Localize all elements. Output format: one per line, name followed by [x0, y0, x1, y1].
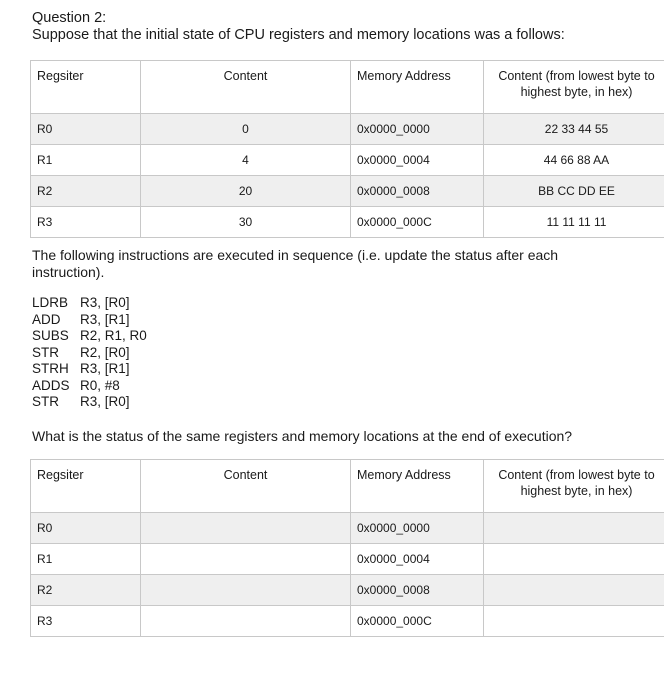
instruction-line: [32, 394, 147, 411]
address-cell: 0x0000_0008: [351, 575, 484, 606]
bytes-cell: [484, 575, 664, 606]
instruction-operands: R3, [R1]: [80, 311, 130, 327]
instruction-opcode: LDRB: [32, 295, 69, 310]
content-cell: 0: [141, 114, 351, 145]
table-header-row: [31, 460, 664, 513]
table-row: [31, 544, 664, 575]
header-content: Content: [141, 460, 351, 513]
instruction-line: [32, 345, 147, 362]
address-cell: 0x0000_0004: [351, 544, 484, 575]
address-cell: 0x0000_000C: [351, 207, 484, 238]
instruction-line: [32, 361, 147, 378]
initial-state-table: [30, 60, 664, 238]
address-cell: 0x0000_0004: [351, 145, 484, 176]
address-cell: 0x0000_0000: [351, 513, 484, 544]
content-cell: 4: [141, 145, 351, 176]
instruction-operands: R2, [R0]: [80, 344, 130, 360]
table-row: [31, 114, 664, 145]
content-cell: [141, 544, 351, 575]
header-bytes: Content (from lowest byte to highest byte, in hex): [484, 460, 664, 513]
instruction-line: [32, 378, 147, 395]
instruction-operands: R3, [R1]: [80, 361, 130, 376]
bytes-cell: 44 66 88 AA: [484, 145, 664, 176]
content-cell: [141, 606, 351, 637]
question-intro: Suppose that the initial state of CPU registers and memory locations was a follows:: [32, 27, 565, 43]
address-cell: 0x0000_0000: [351, 114, 484, 145]
register-cell: R0: [31, 513, 141, 544]
content-cell: [141, 513, 351, 544]
instruction-operands: R2, R1, R0: [80, 328, 147, 343]
instruction-line: [32, 295, 147, 312]
register-cell: R2: [31, 176, 141, 207]
bytes-cell: [484, 513, 664, 544]
bytes-cell: 11 11 11 11: [484, 207, 664, 238]
instruction-operands: R3, [R0]: [80, 295, 130, 310]
instruction-list: [32, 295, 147, 411]
bytes-cell: BB CC DD EE: [484, 176, 664, 207]
address-cell: 0x0000_000C: [351, 606, 484, 637]
header-memory-address: Memory Address: [351, 460, 484, 513]
instruction-opcode: ADD: [32, 311, 61, 327]
register-cell: R0: [31, 114, 141, 145]
instruction-opcode: STR: [32, 394, 59, 409]
register-cell: R1: [31, 544, 141, 575]
content-cell: 20: [141, 176, 351, 207]
table-row: [31, 513, 664, 544]
instruction-line: [32, 312, 147, 329]
bytes-cell: [484, 606, 664, 637]
bytes-cell: [484, 544, 664, 575]
register-cell: R3: [31, 606, 141, 637]
bytes-cell: 22 33 44 55: [484, 114, 664, 145]
header-content: Content: [141, 61, 351, 114]
header-register: Regsiter: [31, 460, 141, 513]
table-row: [31, 176, 664, 207]
table-row: [31, 145, 664, 176]
header-bytes: Content (from lowest byte to highest byte, in hex): [484, 61, 664, 114]
register-cell: R1: [31, 145, 141, 176]
register-cell: R2: [31, 575, 141, 606]
register-cell: R3: [31, 207, 141, 238]
table-row: [31, 606, 664, 637]
table-header-row: [31, 61, 664, 114]
instructions-intro: The following instructions are executed in sequence (i.e. update the status after each instruction).: [32, 247, 559, 280]
instruction-opcode: STRH: [32, 361, 69, 376]
final-question: What is the status of the same registers and memory locations at the end of execution?: [32, 428, 573, 444]
question-title: Question 2:: [32, 10, 107, 26]
header-register: Regsiter: [31, 61, 141, 114]
instruction-line: [32, 328, 147, 345]
content-cell: 30: [141, 207, 351, 238]
instruction-operands: R0, #8: [80, 377, 120, 393]
final-state-table: [30, 459, 664, 637]
instruction-operands: R3, [R0]: [80, 394, 130, 409]
address-cell: 0x0000_0008: [351, 176, 484, 207]
instruction-opcode: SUBS: [32, 328, 69, 343]
instruction-opcode: STR: [32, 344, 59, 360]
table-row: [31, 575, 664, 606]
table-row: [31, 207, 664, 238]
header-memory-address: Memory Address: [351, 61, 484, 114]
instruction-opcode: ADDS: [32, 377, 70, 393]
content-cell: [141, 575, 351, 606]
